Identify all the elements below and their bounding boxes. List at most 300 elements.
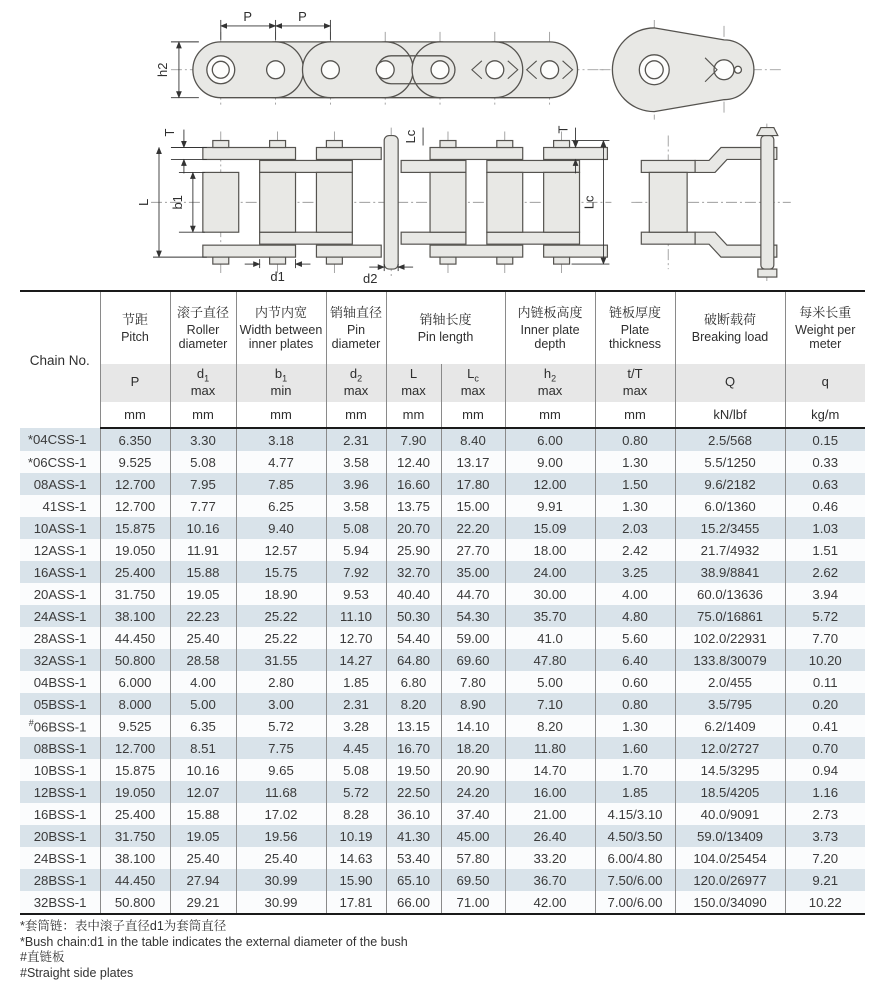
spec-value-cell: 31.750 (100, 825, 170, 847)
spec-value-cell: 22.50 (386, 781, 441, 803)
symbol-t: t/T max (595, 364, 675, 402)
spec-value-cell: 15.90 (326, 869, 386, 891)
spec-value-cell: 13.75 (386, 495, 441, 517)
dim-label-lc-right: Lc (581, 195, 597, 210)
chain-no-cell: 16BSS-1 (20, 803, 100, 825)
spec-value-cell: 18.00 (505, 539, 595, 561)
spec-value-cell: 0.20 (785, 693, 865, 715)
spec-value-cell: 30.00 (505, 583, 595, 605)
footnote-bush-chain-cn: *套筒链：表中滚子直径d1为套筒直径 (20, 919, 227, 933)
table-row (20, 539, 865, 561)
symbol-d1: $d_1$ max (170, 364, 236, 402)
table-row (20, 561, 865, 583)
table-row (20, 583, 865, 605)
spec-value-cell: 120.0/26977 (675, 869, 785, 891)
symbol-b1: $b_1$ min (236, 364, 326, 402)
spec-value-cell: 1.85 (595, 781, 675, 803)
spec-value-cell: 69.60 (441, 649, 505, 671)
header-plate-thickness: 链板厚度 Plate thickness (595, 291, 675, 364)
table-row (20, 473, 865, 495)
spec-value-cell: 2.0/455 (675, 671, 785, 693)
spec-value-cell: 15.875 (100, 517, 170, 539)
spec-value-cell: 2.42 (595, 539, 675, 561)
spec-value-cell: 5.00 (505, 671, 595, 693)
dim-label-b1: b1 (169, 195, 185, 210)
spec-value-cell: 50.30 (386, 605, 441, 627)
dim-label-t-left: T (161, 128, 177, 137)
spec-value-cell: 12.70 (326, 627, 386, 649)
spec-value-cell: 60.0/13636 (675, 583, 785, 605)
dim-label-h2: h2 (154, 62, 170, 77)
chain-no-cell: 10ASS-1 (20, 517, 100, 539)
spec-value-cell: 10.22 (785, 891, 865, 914)
chain-no-cell: 20ASS-1 (20, 583, 100, 605)
spec-value-cell: 14.63 (326, 847, 386, 869)
spec-value-cell: 19.50 (386, 759, 441, 781)
spec-value-cell: 4.45 (326, 737, 386, 759)
spec-value-cell: 3.25 (595, 561, 675, 583)
symbol-lc: $L_c$ max (441, 364, 505, 402)
spec-value-cell: 14.27 (326, 649, 386, 671)
spec-value-cell: 19.05 (170, 825, 236, 847)
spec-value-cell: 30.99 (236, 891, 326, 914)
spec-value-cell: 19.56 (236, 825, 326, 847)
spec-value-cell: 6.00 (505, 428, 595, 451)
spec-value-cell: 9.53 (326, 583, 386, 605)
spec-value-cell: 15.09 (505, 517, 595, 539)
spec-value-cell: 7.75 (236, 737, 326, 759)
spec-value-cell: 42.00 (505, 891, 595, 914)
header-name-row (20, 291, 865, 364)
spec-value-cell: 36.70 (505, 869, 595, 891)
spec-value-cell: 0.11 (785, 671, 865, 693)
spec-value-cell: 41.30 (386, 825, 441, 847)
spec-value-cell: 50.800 (100, 891, 170, 914)
spec-value-cell: 20.70 (386, 517, 441, 539)
spec-value-cell: 3.58 (326, 451, 386, 473)
spec-value-cell: 0.94 (785, 759, 865, 781)
unit-cell: mm (236, 402, 326, 428)
table-row (20, 781, 865, 803)
spec-value-cell: 3.5/795 (675, 693, 785, 715)
unit-cell: mm (441, 402, 505, 428)
spec-value-cell: 25.400 (100, 561, 170, 583)
spec-value-cell: 9.91 (505, 495, 595, 517)
spec-value-cell: 24.00 (505, 561, 595, 583)
spec-value-cell: 16.60 (386, 473, 441, 495)
spec-value-cell: 102.0/22931 (675, 627, 785, 649)
spec-value-cell: 2.80 (236, 671, 326, 693)
spec-value-cell: 0.41 (785, 715, 865, 737)
spec-value-cell: 6.350 (100, 428, 170, 451)
spec-value-cell: 20.90 (441, 759, 505, 781)
spec-value-cell: 6.35 (170, 715, 236, 737)
spec-table-body (20, 428, 865, 914)
spec-value-cell: 21.00 (505, 803, 595, 825)
unit-cell: mm (326, 402, 386, 428)
unit-cell: mm (595, 402, 675, 428)
spec-value-cell: 40.40 (386, 583, 441, 605)
chain-technical-drawing (20, 6, 865, 290)
spec-value-cell: 64.80 (386, 649, 441, 671)
dim-label-t-right: T (555, 125, 571, 134)
spec-value-cell: 8.20 (386, 693, 441, 715)
spec-value-cell: 37.40 (441, 803, 505, 825)
spec-value-cell: 2.03 (595, 517, 675, 539)
chain-spec-table (20, 290, 865, 915)
symbol-l: L max (386, 364, 441, 402)
spec-value-cell: 10.20 (785, 649, 865, 671)
dim-label-lc-mid: Lc (403, 129, 419, 144)
spec-value-cell: 1.30 (595, 715, 675, 737)
spec-value-cell: 41.0 (505, 627, 595, 649)
spec-value-cell: 18.5/4205 (675, 781, 785, 803)
spec-value-cell: 6.000 (100, 671, 170, 693)
spec-value-cell: 75.0/16861 (675, 605, 785, 627)
table-row (20, 495, 865, 517)
footnote-straight-plates-en: #Straight side plates (20, 965, 134, 980)
chain-no-cell: *06CSS-1 (20, 451, 100, 473)
spec-value-cell: 3.30 (170, 428, 236, 451)
spec-value-cell: 59.0/13409 (675, 825, 785, 847)
spec-value-cell: 9.21 (785, 869, 865, 891)
spec-value-cell: 10.16 (170, 759, 236, 781)
spec-value-cell: 57.80 (441, 847, 505, 869)
header-unit-row (20, 402, 865, 428)
spec-value-cell: 6.40 (595, 649, 675, 671)
footnotes (20, 919, 865, 981)
header-weight: 每米长重 Weight per meter (785, 291, 865, 364)
spec-value-cell: 0.63 (785, 473, 865, 495)
spec-value-cell: 14.5/3295 (675, 759, 785, 781)
spec-value-cell: 5.60 (595, 627, 675, 649)
spec-value-cell: 133.8/30079 (675, 649, 785, 671)
spec-value-cell: 25.40 (170, 627, 236, 649)
spec-value-cell: 33.20 (505, 847, 595, 869)
spec-value-cell: 4.80 (595, 605, 675, 627)
spec-value-cell: 15.875 (100, 759, 170, 781)
spec-value-cell: 9.525 (100, 715, 170, 737)
spec-value-cell: 11.91 (170, 539, 236, 561)
spec-value-cell: 4.77 (236, 451, 326, 473)
spec-value-cell: 2.62 (785, 561, 865, 583)
spec-value-cell: 27.70 (441, 539, 505, 561)
spec-value-cell: 14.10 (441, 715, 505, 737)
spec-value-cell: 31.55 (236, 649, 326, 671)
spec-value-cell: 25.90 (386, 539, 441, 561)
spec-value-cell: 0.33 (785, 451, 865, 473)
dim-label-pitch-1: P (243, 8, 253, 24)
spec-value-cell: 32.70 (386, 561, 441, 583)
table-row (20, 428, 865, 451)
spec-value-cell: 36.10 (386, 803, 441, 825)
spec-value-cell: 25.400 (100, 803, 170, 825)
header-pin-length: 销轴长度 Pin length (386, 291, 505, 364)
spec-value-cell: 5.72 (236, 715, 326, 737)
spec-value-cell: 31.750 (100, 583, 170, 605)
spec-value-cell: 44.70 (441, 583, 505, 605)
spec-value-cell: 2.31 (326, 428, 386, 451)
spec-value-cell: 19.05 (170, 583, 236, 605)
spec-value-cell: 6.00/4.80 (595, 847, 675, 869)
spec-value-cell: 59.00 (441, 627, 505, 649)
spec-value-cell: 9.6/2182 (675, 473, 785, 495)
spec-value-cell: 9.525 (100, 451, 170, 473)
symbol-q-load: Q (675, 364, 785, 402)
chain-no-cell: 24BSS-1 (20, 847, 100, 869)
spec-value-cell: 25.40 (236, 847, 326, 869)
symbol-q-weight: q (785, 364, 865, 402)
spec-value-cell: 5.94 (326, 539, 386, 561)
spec-value-cell: 7.10 (505, 693, 595, 715)
spec-value-cell: 7.70 (785, 627, 865, 649)
spec-value-cell: 7.92 (326, 561, 386, 583)
spec-value-cell: 24.20 (441, 781, 505, 803)
spec-value-cell: 3.00 (236, 693, 326, 715)
spec-value-cell: 15.88 (170, 561, 236, 583)
spec-value-cell: 3.96 (326, 473, 386, 495)
table-row (20, 825, 865, 847)
chain-no-cell: 24ASS-1 (20, 605, 100, 627)
dim-label-pitch-2: P (298, 8, 307, 24)
spec-value-cell: 8.20 (505, 715, 595, 737)
header-inner-width: 内节内宽 Width between inner plates (236, 291, 326, 364)
spec-value-cell: 10.16 (170, 517, 236, 539)
spec-value-cell: 12.00 (505, 473, 595, 495)
spec-value-cell: 4.50/3.50 (595, 825, 675, 847)
spec-value-cell: 45.00 (441, 825, 505, 847)
spec-value-cell: 35.70 (505, 605, 595, 627)
spec-value-cell: 38.9/8841 (675, 561, 785, 583)
spec-value-cell: 19.050 (100, 781, 170, 803)
spec-value-cell: 1.03 (785, 517, 865, 539)
spec-value-cell: 29.21 (170, 891, 236, 914)
spec-value-cell: 11.68 (236, 781, 326, 803)
spec-value-cell: 9.65 (236, 759, 326, 781)
header-chain-no: Chain No. (20, 291, 100, 428)
spec-value-cell: 18.90 (236, 583, 326, 605)
spec-value-cell: 7.00/6.00 (595, 891, 675, 914)
chain-no-cell: 20BSS-1 (20, 825, 100, 847)
spec-value-cell: 27.94 (170, 869, 236, 891)
spec-value-cell: 18.20 (441, 737, 505, 759)
table-row (20, 627, 865, 649)
dim-label-d2: d2 (363, 271, 378, 287)
spec-value-cell: 8.000 (100, 693, 170, 715)
unit-cell: mm (386, 402, 441, 428)
header-inner-plate-depth: 内链板高度 Inner plate depth (505, 291, 595, 364)
table-row (20, 693, 865, 715)
spec-value-cell: 4.00 (595, 583, 675, 605)
table-row (20, 605, 865, 627)
chain-no-cell: 04BSS-1 (20, 671, 100, 693)
table-row (20, 715, 865, 737)
spec-value-cell: 8.28 (326, 803, 386, 825)
spec-value-cell: 1.30 (595, 495, 675, 517)
spec-value-cell: 12.700 (100, 737, 170, 759)
chain-no-cell: 12BSS-1 (20, 781, 100, 803)
dim-label-d1: d1 (270, 269, 285, 285)
footnote-bush-chain-en: *Bush chain:d1 in the table indicates the external diameter of the bush (20, 934, 408, 949)
table-row (20, 803, 865, 825)
spec-value-cell: 12.700 (100, 473, 170, 495)
unit-cell: mm (505, 402, 595, 428)
chain-no-cell: 32BSS-1 (20, 891, 100, 914)
spec-value-cell: 0.80 (595, 428, 675, 451)
spec-value-cell: 7.80 (441, 671, 505, 693)
spec-value-cell: 8.90 (441, 693, 505, 715)
chain-no-cell: 05BSS-1 (20, 693, 100, 715)
spec-value-cell: 0.70 (785, 737, 865, 759)
spec-value-cell: 5.5/1250 (675, 451, 785, 473)
spec-value-cell: 3.94 (785, 583, 865, 605)
spec-value-cell: 1.16 (785, 781, 865, 803)
chain-side-view-diagram (193, 42, 578, 98)
spec-value-cell: 50.800 (100, 649, 170, 671)
spec-value-cell: 44.450 (100, 627, 170, 649)
spec-value-cell: 10.19 (326, 825, 386, 847)
spec-value-cell: 25.40 (170, 847, 236, 869)
spec-value-cell: 69.50 (441, 869, 505, 891)
spec-value-cell: 2.31 (326, 693, 386, 715)
symbol-p: P (100, 364, 170, 402)
table-row (20, 671, 865, 693)
spec-value-cell: 150.0/34090 (675, 891, 785, 914)
table-row (20, 759, 865, 781)
spec-value-cell: 13.17 (441, 451, 505, 473)
spec-value-cell: 11.80 (505, 737, 595, 759)
footnote-straight-plates-cn: #直链板 (20, 950, 65, 964)
symbol-d2: $d_2$ max (326, 364, 386, 402)
spec-value-cell: 53.40 (386, 847, 441, 869)
table-row (20, 451, 865, 473)
spec-value-cell: 5.08 (326, 759, 386, 781)
spec-value-cell: 9.40 (236, 517, 326, 539)
spec-value-cell: 47.80 (505, 649, 595, 671)
spec-value-cell: 8.51 (170, 737, 236, 759)
spec-value-cell: 21.7/4932 (675, 539, 785, 561)
spec-value-cell: 12.07 (170, 781, 236, 803)
spec-value-cell: 44.450 (100, 869, 170, 891)
spec-value-cell: 2.73 (785, 803, 865, 825)
unit-cell: kg/m (785, 402, 865, 428)
spec-value-cell: 54.40 (386, 627, 441, 649)
spec-value-cell: 65.10 (386, 869, 441, 891)
header-pitch: 节距 Pitch (100, 291, 170, 364)
header-symbol-row (20, 364, 865, 402)
spec-value-cell: 22.23 (170, 605, 236, 627)
spec-value-cell: 5.08 (170, 451, 236, 473)
spec-value-cell: 104.0/25454 (675, 847, 785, 869)
spec-value-cell: 6.25 (236, 495, 326, 517)
spec-value-cell: 30.99 (236, 869, 326, 891)
spec-value-cell: 1.50 (595, 473, 675, 495)
header-pin-diameter: 销轴直径 Pin diameter (326, 291, 386, 364)
spec-value-cell: 7.50/6.00 (595, 869, 675, 891)
chain-no-cell: 10BSS-1 (20, 759, 100, 781)
spec-value-cell: 0.60 (595, 671, 675, 693)
spec-value-cell: 25.22 (236, 627, 326, 649)
spec-value-cell: 1.85 (326, 671, 386, 693)
chain-no-cell: #06BSS-1 (20, 715, 100, 737)
spec-value-cell: 6.0/1360 (675, 495, 785, 517)
unit-cell: mm (100, 402, 170, 428)
spec-value-cell: 1.70 (595, 759, 675, 781)
spec-value-cell: 1.60 (595, 737, 675, 759)
spec-value-cell: 26.40 (505, 825, 595, 847)
spec-value-cell: 5.00 (170, 693, 236, 715)
chain-no-cell: 28BSS-1 (20, 869, 100, 891)
unit-cell: mm (170, 402, 236, 428)
spec-value-cell: 3.73 (785, 825, 865, 847)
spec-value-cell: 6.2/1409 (675, 715, 785, 737)
table-row (20, 517, 865, 539)
spec-value-cell: 17.81 (326, 891, 386, 914)
spec-value-cell: 71.00 (441, 891, 505, 914)
chain-no-cell: 08ASS-1 (20, 473, 100, 495)
spec-value-cell: 16.70 (386, 737, 441, 759)
unit-cell: kN/lbf (675, 402, 785, 428)
chain-no-cell: 28ASS-1 (20, 627, 100, 649)
spec-value-cell: 7.77 (170, 495, 236, 517)
spec-value-cell: 0.80 (595, 693, 675, 715)
spec-value-cell: 4.15/3.10 (595, 803, 675, 825)
spec-value-cell: 17.80 (441, 473, 505, 495)
header-breaking-load: 破断载荷 Breaking load (675, 291, 785, 364)
spec-value-cell: 5.72 (326, 781, 386, 803)
spec-value-cell: 0.15 (785, 428, 865, 451)
spec-value-cell: 4.00 (170, 671, 236, 693)
spec-value-cell: 5.08 (326, 517, 386, 539)
spec-value-cell: 6.80 (386, 671, 441, 693)
spec-value-cell: 8.40 (441, 428, 505, 451)
spec-value-cell: 15.88 (170, 803, 236, 825)
table-row (20, 869, 865, 891)
spec-value-cell: 12.40 (386, 451, 441, 473)
spec-value-cell: 5.72 (785, 605, 865, 627)
spec-value-cell: 13.15 (386, 715, 441, 737)
chain-no-cell: 32ASS-1 (20, 649, 100, 671)
table-row (20, 891, 865, 914)
spec-value-cell: 38.100 (100, 605, 170, 627)
spec-value-cell: 3.18 (236, 428, 326, 451)
spec-value-cell: 12.57 (236, 539, 326, 561)
spec-value-cell: 28.58 (170, 649, 236, 671)
spec-value-cell: 38.100 (100, 847, 170, 869)
spec-value-cell: 2.5/568 (675, 428, 785, 451)
spec-value-cell: 12.700 (100, 495, 170, 517)
table-row (20, 847, 865, 869)
dim-label-l: L (136, 198, 152, 206)
spec-value-cell: 11.10 (326, 605, 386, 627)
spec-value-cell: 14.70 (505, 759, 595, 781)
table-row (20, 737, 865, 759)
chain-drawing-svg (20, 6, 865, 290)
spec-value-cell: 3.28 (326, 715, 386, 737)
spec-value-cell: 7.20 (785, 847, 865, 869)
spec-value-cell: 15.75 (236, 561, 326, 583)
spec-value-cell: 17.02 (236, 803, 326, 825)
spec-value-cell: 66.00 (386, 891, 441, 914)
spec-value-cell: 40.0/9091 (675, 803, 785, 825)
spec-value-cell: 3.58 (326, 495, 386, 517)
spec-value-cell: 1.30 (595, 451, 675, 473)
spec-value-cell: 7.85 (236, 473, 326, 495)
spec-value-cell: 16.00 (505, 781, 595, 803)
spec-value-cell: 7.90 (386, 428, 441, 451)
symbol-h2: $h_2$ max (505, 364, 595, 402)
chain-no-cell: *04CSS-1 (20, 428, 100, 451)
